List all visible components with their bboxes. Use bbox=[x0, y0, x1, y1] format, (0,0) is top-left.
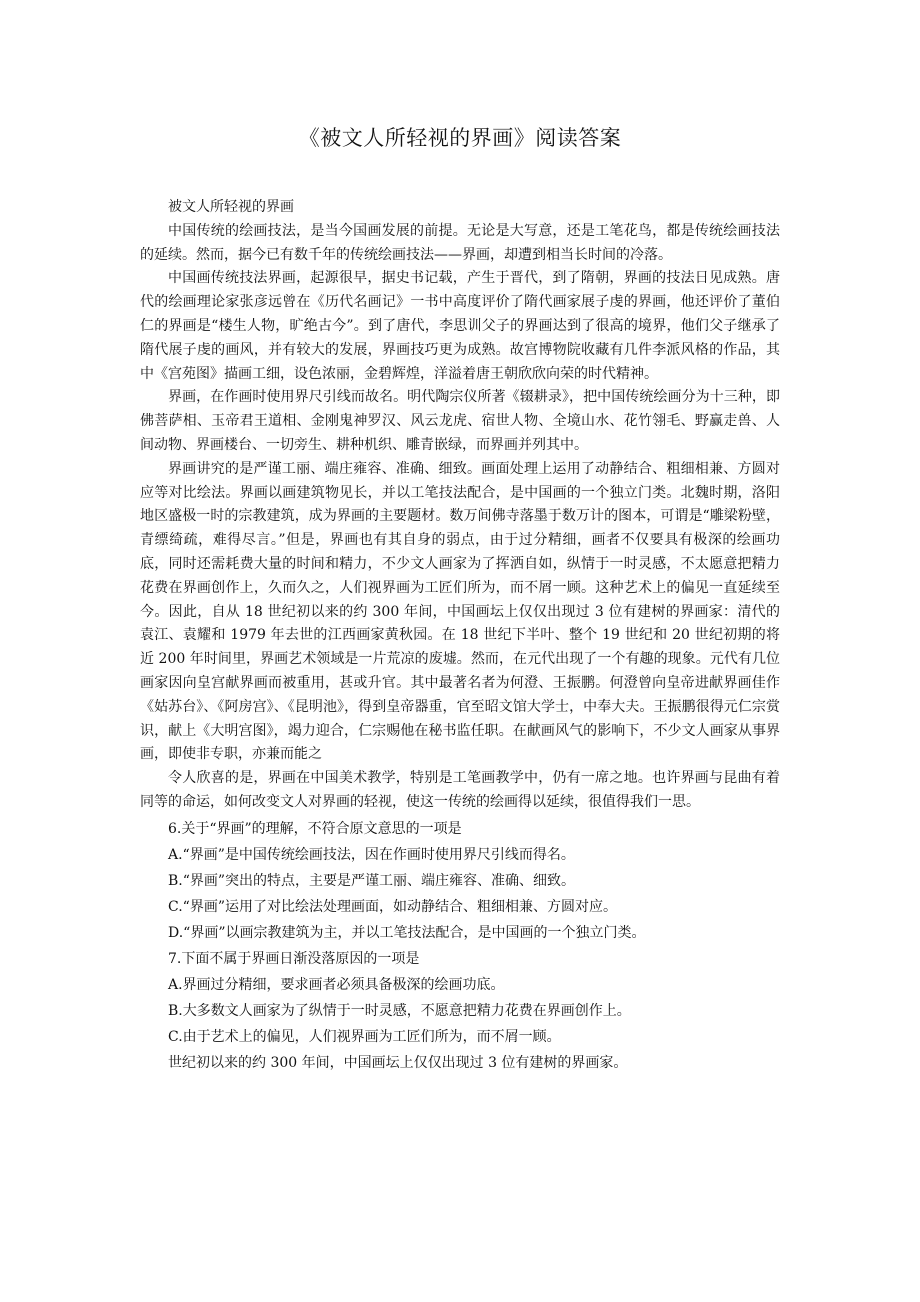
question-7-stem: 7.下面不属于界画日渐没落原因的一项是 bbox=[168, 950, 420, 967]
question-7-option-b: B.大多数文人画家为了纵情于一时灵感，不愿意把精力花费在界画创作上。 bbox=[168, 1002, 631, 1019]
question-7-option-a: A.界画过分精细，要求画者必须具备极深的绘画功底。 bbox=[168, 976, 505, 993]
question-section bbox=[140, 816, 780, 1076]
article-body bbox=[140, 196, 780, 815]
question-6-option-d: D.“界画”以画宗教建筑为主，并以工笔技法配合，是中国画的一个独立门类。 bbox=[168, 924, 646, 941]
article-paragraph-4: 界画讲究的是严谨工丽、端庄雍容、准确、细致。画面处理上运用了动静结合、粗细相兼、方圆对应等对比绘法。界画以画建筑物见长，并以工笔技法配合，是中国画的一个独立门类。北魏时期，洛阳地区盛极一时的宗教建筑，成为界画的主要题材。数万间佛寺落墨于数万计的图本，可谓是“雕梁粉壁，青缥绮疏，难得尽言。”但是，界画也有其自身的弱点，由于过分精细，画者不仅要具有极深的绘画功底，同时还需耗费大量的时间和精力，不少文人画家为了挥洒自如，纵情于一时灵感，不太愿意把精力花费在界画创作上，久而久之，人们视界画为工匠们所为，而不屑一顾。这种艺术上的偏见一直延续至今。因此，自从 18 世纪初以来的约 300 年间，中国画坛上仅仅出现过 3 位有建树的界画家：清代的袁江、袁耀和 1979 年去世的江西画家黄秋园。在 18 世纪下半叶、整个 19 世纪和 20 世纪初期的将近 200 年时间里，界画艺术领域是一片荒凉的废墟。然而，在元代出现了一个有趣的现象。元代有几位画家因向皇宫献界画而被重用，甚或升官。其中最著名者为何澄、王振鹏。何澄曾向皇帝进献界画佳作《姑苏台》、《阿房宫》、《昆明池》，得到皇帝器重，官至昭文馆大学士，中奉大夫。王振鹏很得元仁宗赏识，献上《大明宫图》，竭力迎合，仁宗赐他在秘书监任职。在献画风气的影响下，不少文人画家从事界画，即使非专职，亦兼而能之 bbox=[140, 460, 780, 763]
document-title: 《被文人所轻视的界画》阅读答案 bbox=[298, 126, 622, 150]
question-6-stem: 6.关于“界画”的理解，不符合原文意思的一项是 bbox=[168, 820, 462, 837]
article-paragraph-3: 界画，在作画时使用界尺引线而故名。明代陶宗仪所著《辍耕录》，把中国传统绘画分为十三种，即佛菩萨相、玉帝君王道相、金刚鬼神罗汉、风云龙虎、宿世人物、全境山水、花竹翎毛、野赢走兽、人间动物、界画楼台、一切旁生、耕种机织、雕青嵌绿，而界画并列其中。 bbox=[140, 389, 780, 453]
article-heading: 被文人所轻视的界画 bbox=[168, 199, 294, 215]
question-6-option-b: B.“界画”突出的特点，主要是严谨工丽、端庄雍容、准确、细致。 bbox=[168, 872, 576, 889]
question-6-option-a: A.“界画”是中国传统绘画技法，因在作画时使用界尺引线而得名。 bbox=[168, 846, 575, 863]
document-page bbox=[140, 0, 780, 1076]
question-6-option-c: C.“界画”运用了对比绘法处理画面，如动静结合、粗细相兼、方圆对应。 bbox=[168, 898, 617, 915]
question-7-option-c: C.由于艺术上的偏见，人们视界画为工匠们所为，而不屑一顾。 bbox=[168, 1028, 561, 1045]
article-paragraph-5: 令人欣喜的是，界画在中国美术教学，特别是工笔画教学中，仍有一席之地。也许界画与昆曲有着同等的命运，如何改变文人对界画的轻视，使这一传统的绘画得以延续，很值得我们一思。 bbox=[140, 770, 780, 810]
article-paragraph-2: 中国画传统技法界画，起源很早，据史书记载，产生于晋代，到了隋朝，界画的技法日见成熟。唐代的绘画理论家张彦远曾在《历代名画记》一书中高度评价了隋代画家展子虔的界画，他还评价了董伯仁的界画是“楼生人物，旷绝古今”。到了唐代，李思训父子的界画达到了很高的境界，他们父子继承了隋代展子虔的画风，并有较大的发展，界画技巧更为成熟。故宫博物院收藏有几件李派风格的作品，其中《宫苑图》描画工细，设色浓丽，金碧辉煌，洋溢着唐王朝欣欣向荣的时代精神。 bbox=[140, 270, 780, 382]
question-7-option-d-fragment: 世纪初以来的约 300 年间，中国画坛上仅仅出现过 3 位有建树的界画家。 bbox=[168, 1054, 628, 1071]
article-paragraph-1: 中国传统的绘画技法，是当今国画发展的前提。无论是大写意，还是工笔花鸟，都是传统绘画技法的延续。然而，据今已有数千年的传统绘画技法——界画，却遭到相当长时间的冷落。 bbox=[140, 222, 780, 263]
